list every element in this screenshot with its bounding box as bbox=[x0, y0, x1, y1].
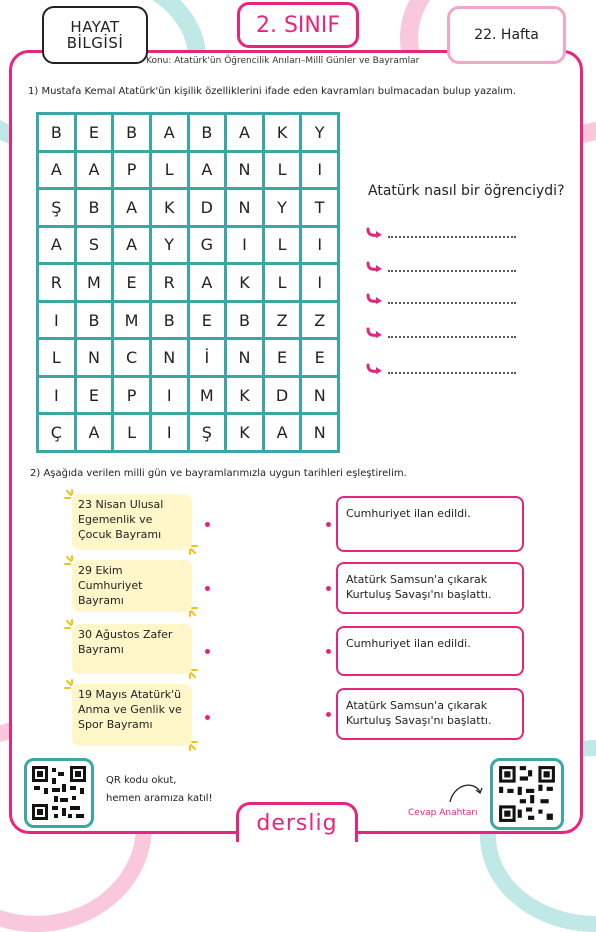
grid-cell[interactable]: P bbox=[114, 153, 149, 188]
grid-cell[interactable]: E bbox=[302, 340, 337, 375]
grid-cell[interactable]: G bbox=[190, 228, 225, 263]
grid-cell[interactable]: A bbox=[114, 190, 149, 225]
event-card[interactable] bbox=[336, 626, 524, 676]
holiday-label: 29 Ekim Cumhuriyet Bayramı bbox=[78, 564, 143, 607]
grid-cell[interactable]: E bbox=[114, 265, 149, 300]
week-label bbox=[447, 6, 566, 64]
match-dot-left[interactable] bbox=[205, 522, 210, 527]
sparkle-icon bbox=[62, 488, 82, 508]
grid-cell[interactable]: Ç bbox=[39, 415, 74, 450]
qr-caption-1: QR kodu okut, bbox=[106, 775, 177, 786]
sparkle-icon bbox=[62, 554, 82, 574]
grid-cell[interactable]: R bbox=[39, 265, 74, 300]
grid-cell[interactable]: N bbox=[77, 340, 112, 375]
grid-cell[interactable]: Ş bbox=[190, 415, 225, 450]
word-search-grid bbox=[36, 112, 340, 453]
answer-line[interactable] bbox=[366, 260, 516, 274]
arrow-icon bbox=[366, 293, 384, 305]
grade-label bbox=[237, 2, 359, 48]
match-dot-left[interactable] bbox=[205, 649, 210, 654]
dotted-line bbox=[388, 263, 516, 272]
dotted-line bbox=[388, 329, 516, 338]
sparkle-icon bbox=[180, 536, 200, 556]
event-label: Atatürk Samsun'a çıkarak Kurtuluş Savaşı'nı başlattı. bbox=[346, 699, 492, 727]
subject-text: HAYAT BİLGİSİ bbox=[66, 18, 124, 52]
grid-cell[interactable]: Ş bbox=[39, 190, 74, 225]
event-label: Atatürk Samsun'a çıkarak Kurtuluş Savaşı'nı başlattı. bbox=[346, 573, 492, 601]
grid-cell[interactable]: N bbox=[227, 340, 262, 375]
grid-cell[interactable]: D bbox=[190, 190, 225, 225]
grid-cell[interactable]: B bbox=[114, 115, 149, 150]
grid-cell[interactable]: A bbox=[190, 265, 225, 300]
sparkle-icon bbox=[62, 618, 82, 638]
qr-code-left[interactable] bbox=[24, 758, 94, 828]
qr-code-icon bbox=[497, 764, 557, 824]
dotted-line bbox=[388, 365, 516, 374]
brand-logo bbox=[236, 802, 358, 842]
grid-cell[interactable]: A bbox=[77, 415, 112, 450]
grid-cell[interactable]: E bbox=[77, 115, 112, 150]
grid-cell[interactable]: L bbox=[265, 228, 300, 263]
grid-cell[interactable]: A bbox=[39, 228, 74, 263]
sparkle-icon bbox=[180, 732, 200, 752]
grid-cell[interactable]: I bbox=[227, 228, 262, 263]
grid-cell[interactable]: M bbox=[114, 303, 149, 338]
grid-cell[interactable]: T bbox=[302, 190, 337, 225]
event-label: Cumhuriyet ilan edildi. bbox=[346, 507, 471, 520]
grid-cell[interactable]: B bbox=[77, 303, 112, 338]
dotted-line bbox=[388, 295, 516, 304]
answer-line[interactable] bbox=[366, 362, 516, 376]
grid-cell[interactable]: B bbox=[190, 115, 225, 150]
grid-cell[interactable]: I bbox=[302, 265, 337, 300]
match-dot-right[interactable] bbox=[326, 649, 331, 654]
grid-cell[interactable]: Y bbox=[302, 115, 337, 150]
answer-line[interactable] bbox=[366, 292, 516, 306]
grid-cell[interactable]: I bbox=[152, 378, 187, 413]
grid-cell[interactable]: B bbox=[77, 190, 112, 225]
topic-line: Konu: Atatürk'ün Öğrencilik Anıları–Millî Günler ve Bayramlar bbox=[146, 56, 420, 66]
grid-cell[interactable]: B bbox=[152, 303, 187, 338]
grid-cell[interactable]: B bbox=[227, 303, 262, 338]
grid-cell[interactable]: A bbox=[190, 153, 225, 188]
grid-cell[interactable]: İ bbox=[190, 340, 225, 375]
holiday-label: 23 Nisan Ulusal Egemenlik ve Çocuk Bayramı bbox=[78, 498, 164, 541]
grid-cell[interactable]: E bbox=[190, 303, 225, 338]
qr-code-right[interactable] bbox=[490, 758, 564, 830]
grid-cell[interactable]: L bbox=[114, 415, 149, 450]
grid-cell[interactable]: K bbox=[227, 378, 262, 413]
grid-cell[interactable]: N bbox=[227, 153, 262, 188]
grid-cell[interactable]: L bbox=[152, 153, 187, 188]
match-dot-left[interactable] bbox=[205, 586, 210, 591]
grid-cell[interactable]: K bbox=[227, 415, 262, 450]
holiday-label: 19 Mayıs Atatürk'ü Anma ve Genlik ve Spor Bayramı bbox=[78, 688, 182, 731]
grid-cell[interactable]: K bbox=[227, 265, 262, 300]
grid-cell[interactable]: C bbox=[114, 340, 149, 375]
side-question: Atatürk nasıl bir öğrenciydi? bbox=[368, 183, 565, 199]
qr-caption-2: hemen aramıza katıl! bbox=[106, 793, 213, 804]
grid-cell[interactable]: R bbox=[152, 265, 187, 300]
question-2-text: 2) Aşağıda verilen milli gün ve bayramlarımızla uygun tarihleri eşleştirelim. bbox=[30, 468, 407, 479]
grid-cell[interactable]: D bbox=[265, 378, 300, 413]
week-text: 22. Hafta bbox=[474, 27, 539, 43]
question-1-text: 1) Mustafa Kemal Atatürk'ün kişilik özelliklerini ifade eden kavramları bulmacadan bulup yazalım. bbox=[28, 86, 516, 97]
grid-cell[interactable]: Z bbox=[265, 303, 300, 338]
grid-cell[interactable]: Y bbox=[152, 228, 187, 263]
holiday-label: 30 Ağustos Zafer Bayramı bbox=[78, 628, 173, 656]
grid-cell[interactable]: E bbox=[77, 378, 112, 413]
grid-cell[interactable]: I bbox=[302, 228, 337, 263]
grid-cell[interactable]: Y bbox=[265, 190, 300, 225]
match-dot-right[interactable] bbox=[326, 712, 331, 717]
grid-cell[interactable]: A bbox=[265, 415, 300, 450]
grid-cell[interactable]: S bbox=[77, 228, 112, 263]
grid-cell[interactable]: B bbox=[39, 115, 74, 150]
grid-cell[interactable]: K bbox=[265, 115, 300, 150]
grid-cell[interactable]: Z bbox=[302, 303, 337, 338]
curved-arrow-icon bbox=[446, 780, 486, 806]
grid-cell[interactable]: L bbox=[265, 265, 300, 300]
grid-cell[interactable]: A bbox=[39, 153, 74, 188]
answer-line[interactable] bbox=[366, 326, 516, 340]
sparkle-icon bbox=[180, 598, 200, 618]
grid-cell[interactable]: L bbox=[39, 340, 74, 375]
grid-cell[interactable]: M bbox=[190, 378, 225, 413]
grid-cell[interactable]: A bbox=[152, 115, 187, 150]
arrow-icon bbox=[366, 363, 384, 375]
sparkle-icon bbox=[180, 660, 200, 680]
brand-text: derslig bbox=[256, 811, 338, 836]
event-card[interactable] bbox=[336, 562, 524, 614]
sparkle-icon bbox=[62, 678, 82, 698]
holiday-card[interactable] bbox=[72, 684, 192, 746]
holiday-card[interactable] bbox=[72, 560, 192, 612]
qr-code-icon bbox=[30, 764, 88, 822]
holiday-card[interactable] bbox=[72, 624, 192, 674]
grid-cell[interactable]: A bbox=[227, 115, 262, 150]
grid-cell[interactable]: I bbox=[39, 378, 74, 413]
grade-text: 2. SINIF bbox=[255, 12, 341, 38]
grid-cell[interactable]: A bbox=[77, 153, 112, 188]
grid-cell[interactable]: A bbox=[114, 228, 149, 263]
grid-cell[interactable]: I bbox=[302, 153, 337, 188]
answer-line[interactable] bbox=[366, 226, 516, 240]
grid-cell[interactable]: K bbox=[152, 190, 187, 225]
event-label: Cumhuriyet ilan edildi. bbox=[346, 637, 471, 650]
event-card[interactable] bbox=[336, 496, 524, 552]
grid-cell[interactable]: E bbox=[265, 340, 300, 375]
arrow-icon bbox=[366, 327, 384, 339]
grid-cell[interactable]: N bbox=[302, 378, 337, 413]
event-card[interactable] bbox=[336, 688, 524, 740]
match-dot-right[interactable] bbox=[326, 522, 331, 527]
grid-cell[interactable]: M bbox=[77, 265, 112, 300]
grid-cell[interactable]: I bbox=[39, 303, 74, 338]
arrow-icon bbox=[366, 227, 384, 239]
grid-cell[interactable]: I bbox=[152, 415, 187, 450]
match-dot-right[interactable] bbox=[326, 586, 331, 591]
grid-cell[interactable]: L bbox=[265, 153, 300, 188]
grid-cell[interactable]: N bbox=[302, 415, 337, 450]
dotted-line bbox=[388, 229, 516, 238]
grid-cell[interactable]: P bbox=[114, 378, 149, 413]
grid-cell[interactable]: N bbox=[227, 190, 262, 225]
arrow-icon bbox=[366, 261, 384, 273]
holiday-card[interactable] bbox=[72, 494, 192, 550]
match-dot-left[interactable] bbox=[205, 715, 210, 720]
subject-label bbox=[42, 6, 148, 64]
grid-cell[interactable]: N bbox=[152, 340, 187, 375]
answer-key-label: Cevap Anahtarı bbox=[408, 808, 478, 818]
